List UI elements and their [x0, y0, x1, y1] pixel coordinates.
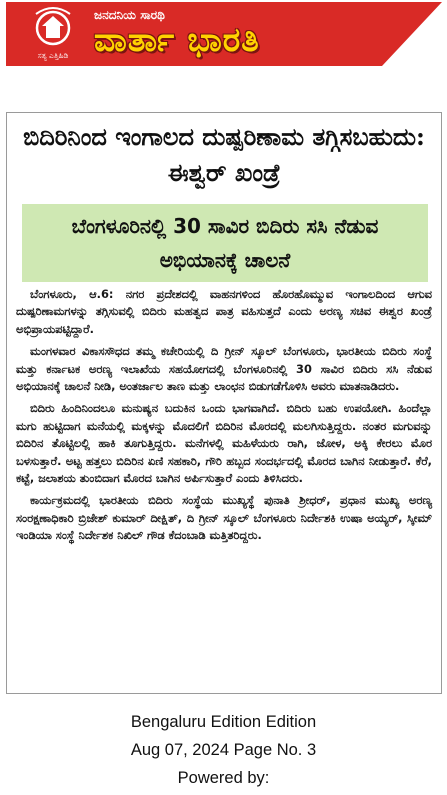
powered-by-label: Powered by:: [177, 769, 270, 787]
edition-date-page: Aug 07, 2024 Page No. 3: [130, 741, 317, 759]
article-paragraph: ಮಂಗಳವಾರ ವಿಕಾಸಸೌಧದ ತಮ್ಮ ಕಚೇರಿಯಲ್ಲಿ ದಿ ಗ್ರೀನ್ ಸ್ಕೂಲ್ ಬೆಂಗಳೂರು, ಭಾರತೀಯ ಬಿದಿರು ಸಂಸ್ಥೆ ಮತ್ತು ಕರ್ನಾಟಕ ಅರಣ್ಯ ಇಲಾಖೆಯ ಸಹಯೋಗದಲ್ಲಿ ಬೆಂಗಳೂರಿನಲ್ಲಿ 30 ಸಾವಿರ ಬಿದಿರು ಸಸಿ ನೆಡುವ ಅಭಿಯಾನಕ್ಕೆ ಚಾಲನೆ ನೀಡಿ, ಅಂತರ್ಜಾಲ ತಾಣ ಮತ್ತು ಲಾಂಛನ ಬಿಡುಗಡೆಗೊಳಿಸಿ ಅವರು ಮಾತನಾಡಿದರು.: [16, 344, 432, 394]
newspaper-logo-icon: [28, 4, 78, 62]
masthead-banner: [6, 2, 442, 66]
article-subheadline: ಬೆಂಗಳೂರಿನಲ್ಲಿ 30 ಸಾವಿರ ಬಿದಿರು ಸಸಿ ನೆಡುವ ಅಭಿಯಾನಕ್ಕೆ ಚಾಲನೆ: [22, 204, 428, 282]
masthead-tagline: ಜನದನಿಯ ಸಾರಥಿ: [94, 8, 165, 22]
masthead-corner-cut: [382, 2, 442, 66]
logo-caption: ಸತ್ಯ ಎತ್ತಿಹಿಡಿ: [37, 51, 69, 60]
article-paragraph: ಬಿದಿರು ಹಿಂದಿನಿಂದಲೂ ಮನುಷ್ಯನ ಬದುಕಿನ ಒಂದು ಭಾಗವಾಗಿದೆ. ಬಿದಿರು ಬಹು ಉಪಯೋಗಿ. ಹಿಂದೆಲ್ಲಾ ಮಗು ಹುಟ್ಟಿದಾಗ ಮನೆಯಲ್ಲಿ ಮಕ್ಕಳನ್ನು ಮೊದಲಿಗೆ ಬಿದಿರಿನ ಮೊರದಲ್ಲಿ ಮಲಗಿಸುತ್ತಿದ್ದರು. ನಂತರ ಮಗುವನ್ನು ಬಿದಿರಿನ ತೊಟ್ಟಿಲಲ್ಲಿ ಹಾಕಿ ತೂಗುತ್ತಿದ್ದರು. ಮನೆಗಳಲ್ಲಿ ಮಹಿಳೆಯರು ರಾಗಿ, ಜೋಳ, ಅಕ್ಕಿ ಕೇರಲು ಮೊರ ಬಳಸುತ್ತಾರೆ. ಅಟ್ಟ ಹತ್ತಲು ಬಿದಿರಿನ ಏಣಿ ಸಹಕಾರಿ, ಗೌರಿ ಹಬ್ಬದ ಸಂದರ್ಭದಲ್ಲಿ ಮೊರದ ಬಾಗಿನ ನೀಡುತ್ತಾರೆ. ಕೆರೆ, ಕಟ್ಟೆ, ಜಲಾಶಯ ತುಂಬಿದಾಗ ಮೊರದ ಬಾಗಿನ ಅರ್ಪಿಸುತ್ತಾರೆ ಎಂದು ತಿಳಿಸಿದರು.: [16, 401, 432, 486]
edition-footer: [0, 708, 447, 792]
article-paragraph: ಬೆಂಗಳೂರು, ಆ.6: ನಗರ ಪ್ರದೇಶದಲ್ಲಿ ವಾಹನಗಳಿಂದ ಹೊರಹೊಮ್ಮುವ ಇಂಗಾಲದಿಂದ ಆಗುವ ದುಷ್ಪರಿಣಾಮಗಳನ್ನು ತಗ್ಗಿಸುವಲ್ಲಿ ಬಿದಿರು ಮಹತ್ವದ ಪಾತ್ರ ವಹಿಸುತ್ತದೆ ಎಂದು ಅರಣ್ಯ ಸಚಿವ ಈಶ್ವರ ಖಂಡ್ರೆ ಅಭಿಪ್ರಾಯಪಟ್ಟಿದ್ದಾರೆ.: [16, 287, 432, 336]
article-paragraph: ಕಾರ್ಯಕ್ರಮದಲ್ಲಿ ಭಾರತೀಯ ಬಿದಿರು ಸಂಸ್ಥೆಯ ಮುಖ್ಯಸ್ಥೆ ಪುನಾತಿ ಶ್ರೀಧರ್, ಪ್ರಧಾನ ಮುಖ್ಯ ಅರಣ್ಯ ಸಂರಕ್ಷಣಾಧಿಕಾರಿ ಬ್ರಿಜೇಶ್ ಕುಮಾರ್ ದೀಕ್ಷಿತ್, ದಿ ಗ್ರೀನ್ ಸ್ಕೂಲ್ ಬೆಂಗಳೂರು ನಿರ್ದೇಶಕಿ ಉಷಾ ಅಯ್ಯರ್, ಸ್ಕೀಮ್ ಇಂಡಿಯಾ ಸಂಸ್ಥೆ ನಿರ್ದೇಶಕ ನಿಖಿಲ್ ಗೌಡ ಕೆದಂಬಾಡಿ ಮತ್ತಿತರಿದ್ದರು.: [16, 493, 432, 543]
article-body: [16, 286, 432, 550]
article-headline: ಬಿದಿರಿನಿಂದ ಇಂಗಾಲದ ದುಷ್ಪರಿಣಾಮ ತಗ್ಗಿಸಬಹುದು: ಈಶ್ವರ್ ಖಂಡ್ರೆ: [23, 122, 425, 187]
edition-name: Bengaluru Edition Edition: [130, 713, 317, 731]
brand-name[interactable]: ವಾರ್ತಾ ಭಾರತಿ: [94, 20, 260, 59]
